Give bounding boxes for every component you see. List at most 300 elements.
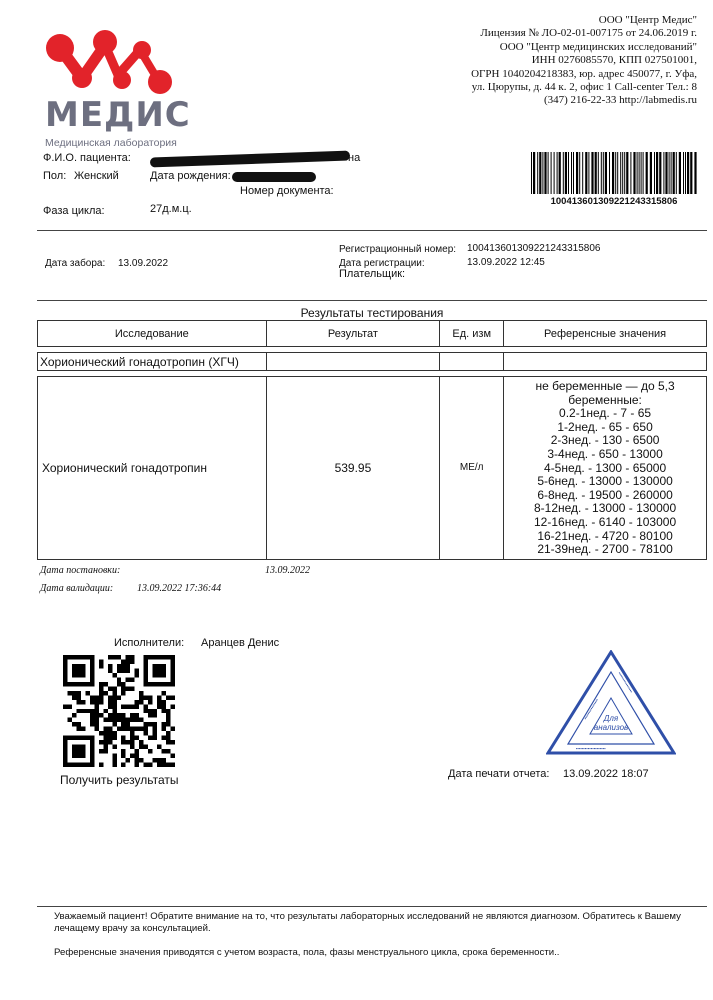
qr-module: [108, 727, 112, 731]
qr-module: [94, 718, 98, 722]
qr-module: [121, 659, 125, 663]
results-table: [37, 320, 707, 560]
qr-module: [139, 695, 143, 699]
qr-module: [148, 713, 152, 717]
qr-module: [126, 659, 130, 663]
footer-line-1: Уважаемый пациент! Обратите внимание на то, что результаты лабораторных исследований не являются диагнозом. Обратитесь к Вашему лечащему врачу за консультацией.: [54, 911, 681, 934]
divider: [37, 300, 707, 301]
qr-module: [90, 718, 94, 722]
qr-module: [153, 713, 157, 717]
qr-module: [112, 713, 116, 717]
qr-module: [108, 686, 112, 690]
qr-module: [144, 722, 148, 726]
qr-module: [153, 722, 157, 726]
barcode-bar: [609, 152, 610, 194]
qr-module: [148, 700, 152, 704]
qr-module: [171, 754, 175, 758]
reference-line: 16-21нед. - 4720 - 80100: [537, 528, 673, 543]
qr-module: [99, 763, 103, 767]
qr-module: [108, 718, 112, 722]
reference-line: не беременные — до 5,3: [535, 379, 675, 393]
qr-module: [166, 763, 170, 767]
barcode-bar: [685, 152, 686, 194]
qr-module: [121, 754, 125, 758]
stamp-text-1: Для: [603, 714, 619, 723]
qr-module: [108, 664, 112, 668]
qr-module: [135, 718, 139, 722]
qr-module: [108, 668, 112, 672]
qr-module: [144, 731, 148, 735]
qr-module: [112, 731, 116, 735]
barcode-bar: [671, 152, 672, 194]
qr-module: [72, 695, 76, 699]
qr-module: [121, 736, 125, 740]
barcode-bar: [637, 152, 638, 194]
qr-module: [139, 745, 143, 749]
qr-module: [135, 758, 139, 762]
barcode-bar: [565, 152, 567, 194]
barcode-bar: [643, 152, 644, 194]
qr-module: [103, 740, 107, 744]
qr-module: [126, 655, 130, 659]
reg-number-value: 1004136013092212433158​06: [467, 243, 601, 254]
sex-value: Женский: [74, 170, 119, 182]
qr-module: [108, 713, 112, 717]
org-line: ОГРН 1040204218383, юр. адрес 450077, г. Уфа,: [471, 67, 697, 80]
barcode-bar: [687, 152, 689, 194]
reference-line: беременные:: [568, 392, 642, 407]
qr-module: [171, 763, 175, 767]
org-line: ИНН 0276085570, КПП 027501001,: [531, 54, 697, 67]
qr-module: [135, 749, 139, 753]
footer-notice: [37, 906, 707, 959]
qr-module: [112, 686, 116, 690]
qr-module: [94, 700, 98, 704]
qr-module: [130, 727, 134, 731]
qr-module: [90, 700, 94, 704]
qr-module: [135, 754, 139, 758]
barcode-bar: [690, 152, 692, 194]
qr-module: [126, 704, 130, 708]
qr-module: [153, 709, 157, 713]
barcode-bar: [673, 152, 675, 194]
qr-module: [76, 727, 80, 731]
barcode-bar: [571, 152, 572, 194]
qr-module: [112, 736, 116, 740]
qr-module: [166, 731, 170, 735]
reference-values: [504, 377, 707, 560]
qr-module: [112, 691, 116, 695]
qr-module: [130, 713, 134, 717]
qr-code-icon[interactable]: [63, 655, 175, 767]
qr-module: [103, 691, 107, 695]
qr-module: [130, 659, 134, 663]
qr-module: [99, 682, 103, 686]
qr-module: [76, 722, 80, 726]
reference-line: 4-5нед. - 1300 - 65000: [544, 460, 667, 475]
qr-module: [139, 758, 143, 762]
qr-module: [162, 749, 166, 753]
column-header: Исследование: [38, 321, 267, 347]
executors-label: Исполнители:: [114, 637, 185, 649]
barcode-bar: [548, 152, 549, 194]
barcode-bar: [573, 152, 574, 194]
qr-module: [157, 704, 161, 708]
qr-module: [171, 727, 175, 731]
empty-cell: [440, 353, 504, 371]
qr-module: [117, 664, 121, 668]
barcode-bar: [683, 152, 684, 194]
qr-module: [121, 664, 125, 668]
reference-line: 21-39нед. - 2700 - 78100: [537, 542, 673, 557]
qr-module: [103, 682, 107, 686]
qr-module: [94, 704, 98, 708]
barcode-bar: [557, 152, 558, 194]
barcode-bar: [626, 152, 628, 194]
qr-module: [153, 727, 157, 731]
qr-module: [166, 722, 170, 726]
test-name: Хорионический гонадотропин: [38, 377, 267, 560]
qr-module: [108, 695, 112, 699]
table-row: [38, 377, 707, 560]
qr-module: [166, 740, 170, 744]
qr-module: [112, 673, 116, 677]
qr-module: [117, 695, 121, 699]
qr-module: [112, 758, 116, 762]
qr-module: [121, 691, 125, 695]
barcode-bar: [542, 152, 543, 194]
qr-module: [117, 727, 121, 731]
validation-date-value: 13.09.2022 17:36:44: [137, 583, 222, 594]
qr-module: [171, 704, 175, 708]
qr-module: [108, 704, 112, 708]
qr-module: [112, 754, 116, 758]
qr-module: [117, 713, 121, 717]
qr-module: [148, 695, 152, 699]
qr-module: [99, 731, 103, 735]
qr-module: [63, 704, 67, 708]
qr-module: [99, 700, 103, 704]
qr-module: [121, 682, 125, 686]
medis-logo-icon: [40, 20, 180, 100]
qr-module: [112, 722, 116, 726]
patient-name-label: Ф.И.О. пациента:: [43, 152, 131, 164]
barcode-bar: [624, 152, 625, 194]
qr-module: [162, 704, 166, 708]
barcode-bar: [646, 152, 648, 194]
redaction-mark: [232, 172, 316, 182]
qr-module: [103, 709, 107, 713]
empty-cell: [504, 353, 707, 371]
qr-module: [126, 740, 130, 744]
reference-line: 0.2-1нед. - 7 - 65: [559, 406, 652, 421]
org-line: Лицензия № ЛО-02-01-007175 от 24.06.2019 г.: [480, 27, 697, 40]
barcode-icon: [531, 152, 697, 194]
reference-line: 5-6нед. - 13000 - 130000: [537, 474, 673, 489]
test-unit: МЕ/л: [440, 377, 504, 560]
qr-module: [99, 659, 103, 663]
barcode-bar: [568, 152, 569, 194]
qr-module: [166, 749, 170, 753]
qr-module: [67, 718, 71, 722]
barcode-bar: [669, 152, 670, 194]
qr-module: [166, 736, 170, 740]
document-number-label: Номер документа:: [240, 185, 334, 197]
reg-date-value: 13.09.2022 12:45: [467, 257, 545, 268]
barcode-bar: [639, 152, 640, 194]
org-line: ул. Цюрупы, д. 44 к. 2, офис 1 Call-center Тел.: 8: [471, 81, 697, 94]
qr-module: [117, 655, 121, 659]
qr-module: [130, 686, 134, 690]
qr-module: [126, 718, 130, 722]
qr-module: [103, 736, 107, 740]
barcode-bar: [576, 152, 578, 194]
qr-module: [135, 713, 139, 717]
barcode-bar: [595, 152, 597, 194]
qr-module: [162, 700, 166, 704]
qr-module: [135, 673, 139, 677]
barcode-bar: [585, 152, 587, 194]
qr-module: [76, 700, 80, 704]
stamp-ring-text-bottom: ▪▪▪▪▪▪▪▪▪▪▪▪▪▪▪▪▪▪▪▪: [576, 746, 606, 751]
reference-line: 1-2нед. - 65 - 650: [557, 419, 653, 434]
column-header: Результат: [266, 321, 440, 347]
qr-module: [162, 763, 166, 767]
qr-module: [139, 718, 143, 722]
collect-date-value: 13.09.2022: [118, 258, 169, 269]
qr-module: [130, 704, 134, 708]
table-header-row: [38, 321, 707, 347]
qr-module: [148, 722, 152, 726]
qr-module: [135, 736, 139, 740]
barcode-bar: [630, 152, 631, 194]
barcode-bar: [694, 152, 696, 194]
qr-caption: Получить результаты: [60, 773, 179, 787]
qr-module: [112, 700, 116, 704]
qr-module: [94, 713, 98, 717]
barcode-bar: [531, 152, 532, 194]
qr-module: [121, 718, 125, 722]
logo-wordmark: МЕДИС: [45, 95, 191, 135]
qr-module: [67, 691, 71, 695]
qr-module: [153, 731, 157, 735]
qr-module: [126, 758, 130, 762]
print-date-value: 13.09.2022 18:07: [563, 768, 649, 780]
dob-label: Дата рождения:: [150, 170, 231, 182]
qr-module: [121, 713, 125, 717]
qr-module: [139, 691, 143, 695]
barcode-bar: [615, 152, 616, 194]
qr-module: [108, 736, 112, 740]
qr-module: [112, 763, 116, 767]
barcode-bar: [676, 152, 677, 194]
reference-line: 6-8нед. - 19500 - 260000: [537, 487, 673, 502]
qr-module: [153, 758, 157, 762]
barcode-bar: [679, 152, 681, 194]
qr-module: [130, 740, 134, 744]
qr-module: [166, 713, 170, 717]
qr-module: [90, 709, 94, 713]
reg-number-label: Регистрационный номер:: [339, 244, 457, 255]
qr-module: [126, 727, 130, 731]
qr-module: [90, 722, 94, 726]
qr-module: [139, 700, 143, 704]
barcode-bar: [656, 152, 658, 194]
column-header: Ед. изм: [440, 321, 504, 347]
qr-module: [166, 709, 170, 713]
patient-name-suffix: на: [348, 152, 361, 164]
qr-module: [94, 695, 98, 699]
qr-module: [162, 736, 166, 740]
test-result: 539.95: [266, 377, 440, 560]
qr-module: [81, 709, 85, 713]
barcode-bar: [579, 152, 580, 194]
qr-module: [121, 727, 125, 731]
logo-subtitle: Медицинская лаборатория: [45, 137, 177, 149]
barcode-bar: [633, 152, 635, 194]
qr-module: [153, 664, 166, 677]
sex-label: Пол:: [43, 170, 67, 182]
stamp-ring-text-left: ▪▪▪▪▪▪▪▪▪▪▪▪▪▪▪▪: [582, 697, 600, 721]
qr-module: [157, 700, 161, 704]
reference-line: 2-3нед. - 130 - 6500: [550, 433, 660, 448]
qr-module: [99, 691, 103, 695]
barcode-bar: [601, 152, 602, 194]
qr-module: [162, 722, 166, 726]
org-line: ООО "Центр медицинских исследований": [499, 40, 697, 53]
qr-module: [72, 722, 76, 726]
executors-name: Аранцев Денис: [201, 637, 280, 649]
qr-module: [99, 695, 103, 699]
divider: [37, 230, 707, 231]
qr-module: [108, 740, 112, 744]
barcode-bar: [641, 152, 642, 194]
qr-module: [157, 745, 161, 749]
qr-module: [103, 749, 107, 753]
barcode-bar: [663, 152, 664, 194]
qr-module: [157, 758, 161, 762]
qr-module: [126, 686, 130, 690]
qr-module: [162, 709, 166, 713]
qr-module: [139, 740, 143, 744]
barcode-bar: [654, 152, 655, 194]
organization-info: [397, 14, 697, 108]
qr-module: [162, 758, 166, 762]
qr-module: [166, 718, 170, 722]
qr-module: [117, 668, 121, 672]
qr-module: [144, 709, 148, 713]
qr-module: [94, 722, 98, 726]
barcode-bar: [582, 152, 583, 194]
empty-cell: [266, 353, 440, 371]
barcode-bar: [622, 152, 623, 194]
qr-module: [126, 668, 130, 672]
qr-module: [135, 700, 139, 704]
qr-module: [76, 709, 80, 713]
qr-module: [148, 736, 152, 740]
org-line: (347) 216-22-33 http://labmedis.ru: [543, 94, 697, 107]
barcode-bar: [554, 152, 555, 194]
qr-module: [135, 727, 139, 731]
qr-module: [72, 713, 76, 717]
qr-module: [72, 745, 85, 758]
qr-module: [117, 677, 121, 681]
qr-module: [157, 695, 161, 699]
barcode-bar: [537, 152, 538, 194]
qr-module: [126, 722, 130, 726]
barcode-bar: [551, 152, 552, 194]
redaction-mark: [150, 151, 350, 168]
qr-module: [171, 695, 175, 699]
qr-module: [130, 745, 134, 749]
qr-module: [148, 763, 152, 767]
qr-module: [144, 704, 148, 708]
qr-module: [85, 709, 89, 713]
footer-line-2: Референсные значения приводятся с учетом возраста, пола, фазы менструального цикла, срока беременности..: [54, 947, 560, 958]
qr-module: [108, 700, 112, 704]
qr-module: [130, 731, 134, 735]
barcode-bar: [559, 152, 561, 194]
qr-module: [99, 664, 103, 668]
qr-module: [144, 727, 148, 731]
qr-module: [135, 704, 139, 708]
qr-module: [157, 763, 161, 767]
qr-module: [112, 704, 116, 708]
collect-date-label: Дата забора:: [45, 258, 106, 269]
qr-module: [135, 668, 139, 672]
barcode-bar: [620, 152, 621, 194]
stamp-text-2: анализов: [593, 723, 629, 732]
qr-module: [153, 736, 157, 740]
group-title: Хорионический гонадотропин (ХГЧ): [38, 353, 267, 371]
org-line: ООО "Центр Медис": [598, 14, 697, 26]
barcode-bar: [544, 152, 546, 194]
qr-module: [99, 740, 103, 744]
qr-module: [135, 763, 139, 767]
qr-module: [99, 749, 103, 753]
qr-module: [108, 655, 112, 659]
qr-module: [144, 695, 148, 699]
validation-date-label: Дата валидации:: [40, 583, 114, 594]
qr-module: [112, 745, 116, 749]
barcode-bar: [605, 152, 607, 194]
qr-module: [121, 686, 125, 690]
barcode-bar: [591, 152, 593, 194]
barcode-number: 1004136013092212433158​06: [550, 196, 678, 207]
qr-module: [76, 691, 80, 695]
barcode-bar: [659, 152, 661, 194]
qr-module: [103, 731, 107, 735]
qr-module: [72, 691, 76, 695]
qr-module: [81, 727, 85, 731]
payer-label: Плательщик:: [339, 268, 406, 280]
qr-module: [117, 718, 121, 722]
qr-module: [121, 704, 125, 708]
qr-module: [99, 713, 103, 717]
reference-line: 8-12нед. - 13000 - 130000: [534, 501, 677, 516]
qr-module: [99, 686, 103, 690]
qr-module: [171, 740, 175, 744]
qr-module: [108, 731, 112, 735]
qr-module: [144, 763, 148, 767]
qr-module: [166, 695, 170, 699]
qr-module: [112, 695, 116, 699]
qr-module: [117, 682, 121, 686]
qr-module: [112, 655, 116, 659]
qr-module: [67, 704, 71, 708]
qr-module: [144, 745, 148, 749]
qr-module: [121, 668, 125, 672]
